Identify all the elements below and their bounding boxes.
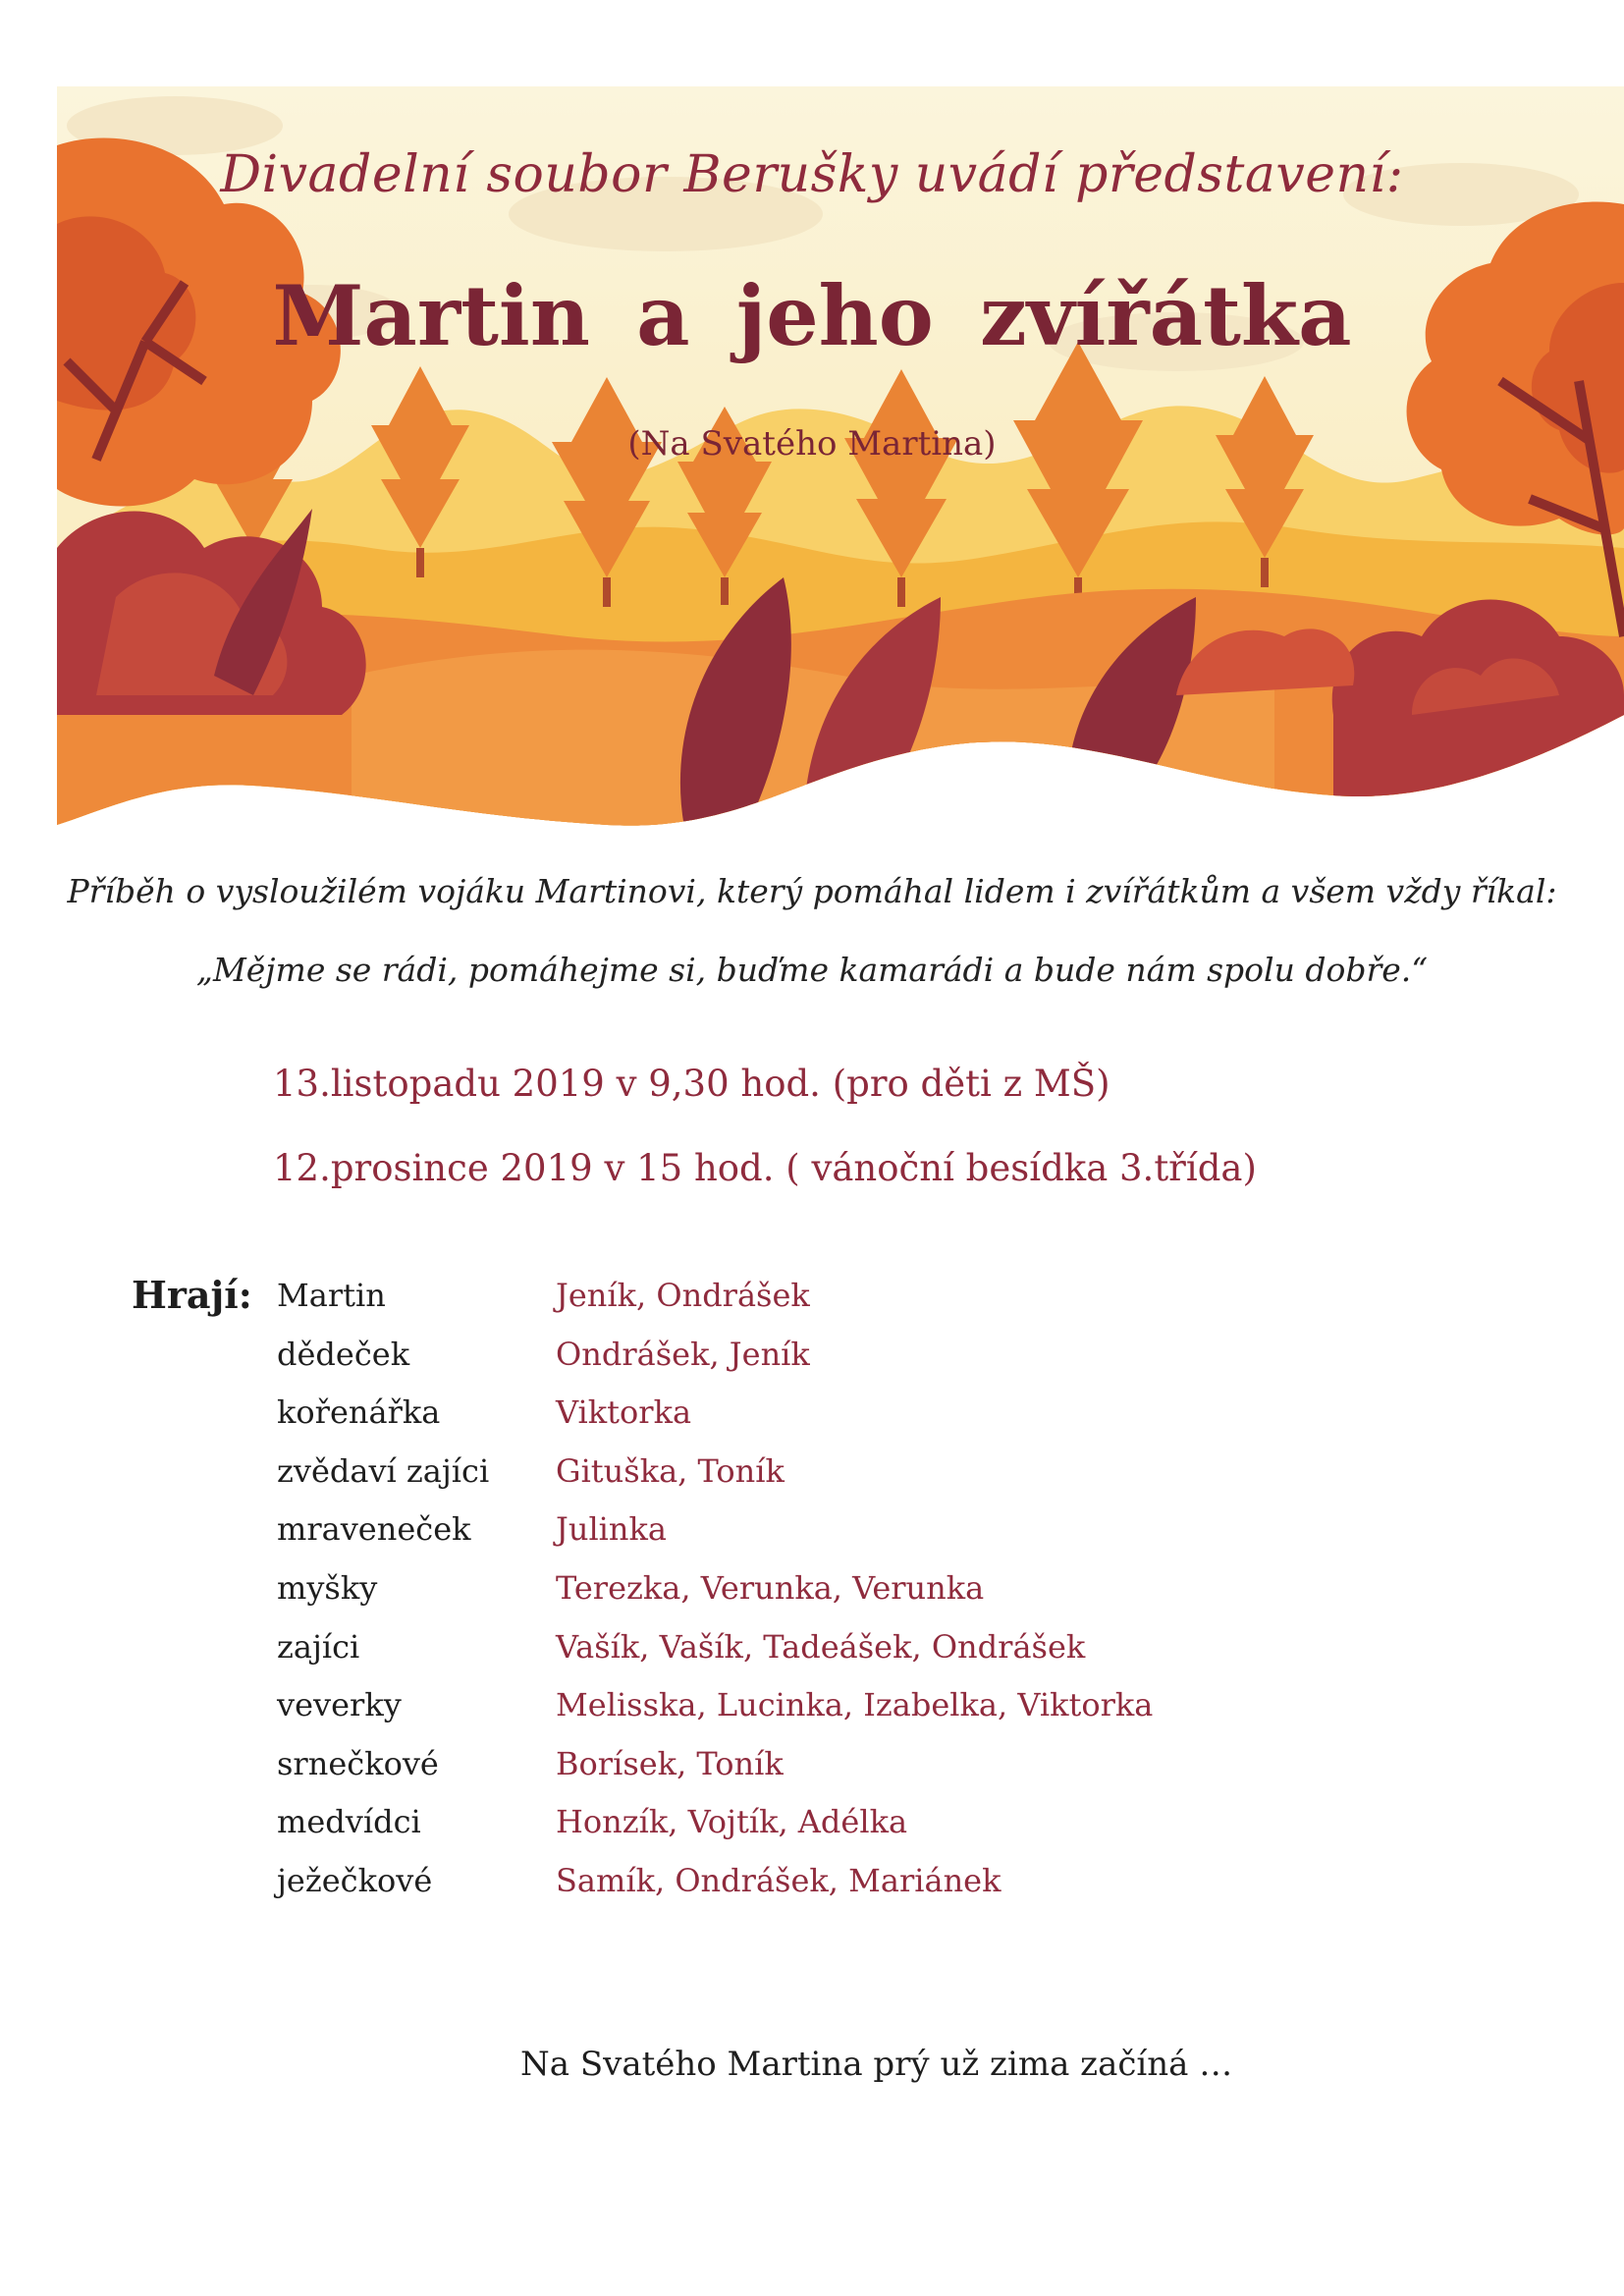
cast-actors: Honzík, Vojtík, Adélka bbox=[556, 1803, 908, 1841]
cast-label: Hrají: bbox=[132, 1273, 252, 1317]
cast-role: zajíci bbox=[277, 1627, 360, 1666]
cast-actors: Viktorka bbox=[556, 1394, 692, 1432]
cast-role: veverky bbox=[277, 1686, 402, 1724]
page-title: Martin a jeho zvířátka bbox=[272, 267, 1352, 364]
cast-role: Martin bbox=[277, 1277, 386, 1314]
cast-row bbox=[277, 1803, 1357, 1862]
cast-row bbox=[277, 1628, 1357, 1687]
cast-actors: Ondrášek, Jeník bbox=[556, 1335, 810, 1373]
subtitle: (Na Svatého Martina) bbox=[627, 424, 997, 464]
presenter-heading: Divadelní soubor Berušky uvádí představení: bbox=[220, 145, 1404, 204]
cast-role: dědeček bbox=[277, 1335, 410, 1373]
cast-role: medvídci bbox=[277, 1803, 421, 1841]
footer-saying: Na Svatého Martina prý už zima začíná … bbox=[520, 2045, 1233, 2084]
cast-role: ježečkové bbox=[277, 1861, 433, 1899]
story-quote: „Mějme se rádi, pomáhejme si, buďme kamarádi a bude nám spolu dobře.“ bbox=[195, 951, 1429, 989]
cast-role: zvědaví zajíci bbox=[277, 1451, 490, 1490]
cast-actors: Terezka, Verunka, Verunka bbox=[556, 1568, 985, 1607]
cast-row bbox=[277, 1277, 1357, 1336]
performance-note: (pro děti z MŠ) bbox=[820, 1063, 1110, 1105]
cast-actors: Borísek, Toník bbox=[556, 1744, 784, 1782]
cast-row bbox=[277, 1336, 1357, 1394]
cast-actors: Gituška, Toník bbox=[556, 1451, 785, 1490]
cast-row bbox=[277, 1569, 1357, 1628]
cast-actors: Samík, Ondrášek, Mariánek bbox=[556, 1861, 1001, 1899]
cast-role: mraveneček bbox=[277, 1510, 471, 1549]
performance-date-2 bbox=[273, 1147, 1257, 1189]
cast-role: kořenářka bbox=[277, 1394, 441, 1432]
cast-actors: Melisska, Lucinka, Izabelka, Viktorka bbox=[556, 1686, 1154, 1724]
performance-date-text: 12.prosince 2019 v 15 hod. bbox=[273, 1147, 775, 1189]
cast-actors: Jeník, Ondrášek bbox=[556, 1277, 810, 1314]
cast-actors: Julinka bbox=[556, 1510, 667, 1549]
cast-row bbox=[277, 1745, 1357, 1804]
cast-row bbox=[277, 1862, 1357, 1921]
cast-row bbox=[277, 1394, 1357, 1452]
performance-date-text: 13.listopadu 2019 v 9,30 hod. bbox=[273, 1063, 821, 1105]
cast-row bbox=[277, 1510, 1357, 1569]
cast-role: srnečkové bbox=[277, 1744, 439, 1782]
cast-actors: Vašík, Vašík, Tadeášek, Ondrášek bbox=[556, 1627, 1086, 1666]
cast-row bbox=[277, 1452, 1357, 1511]
cast-list bbox=[277, 1277, 1357, 1921]
story-line-1: Příběh o vysloužilém vojáku Martinovi, který pomáhal lidem i zvířátkům a všem vždy říkal: bbox=[67, 872, 1557, 910]
performance-note: ( vánoční besídka 3.třída) bbox=[774, 1147, 1257, 1189]
cast-row bbox=[277, 1686, 1357, 1745]
cast-role: myšky bbox=[277, 1568, 378, 1607]
performance-date-1 bbox=[273, 1063, 1110, 1105]
